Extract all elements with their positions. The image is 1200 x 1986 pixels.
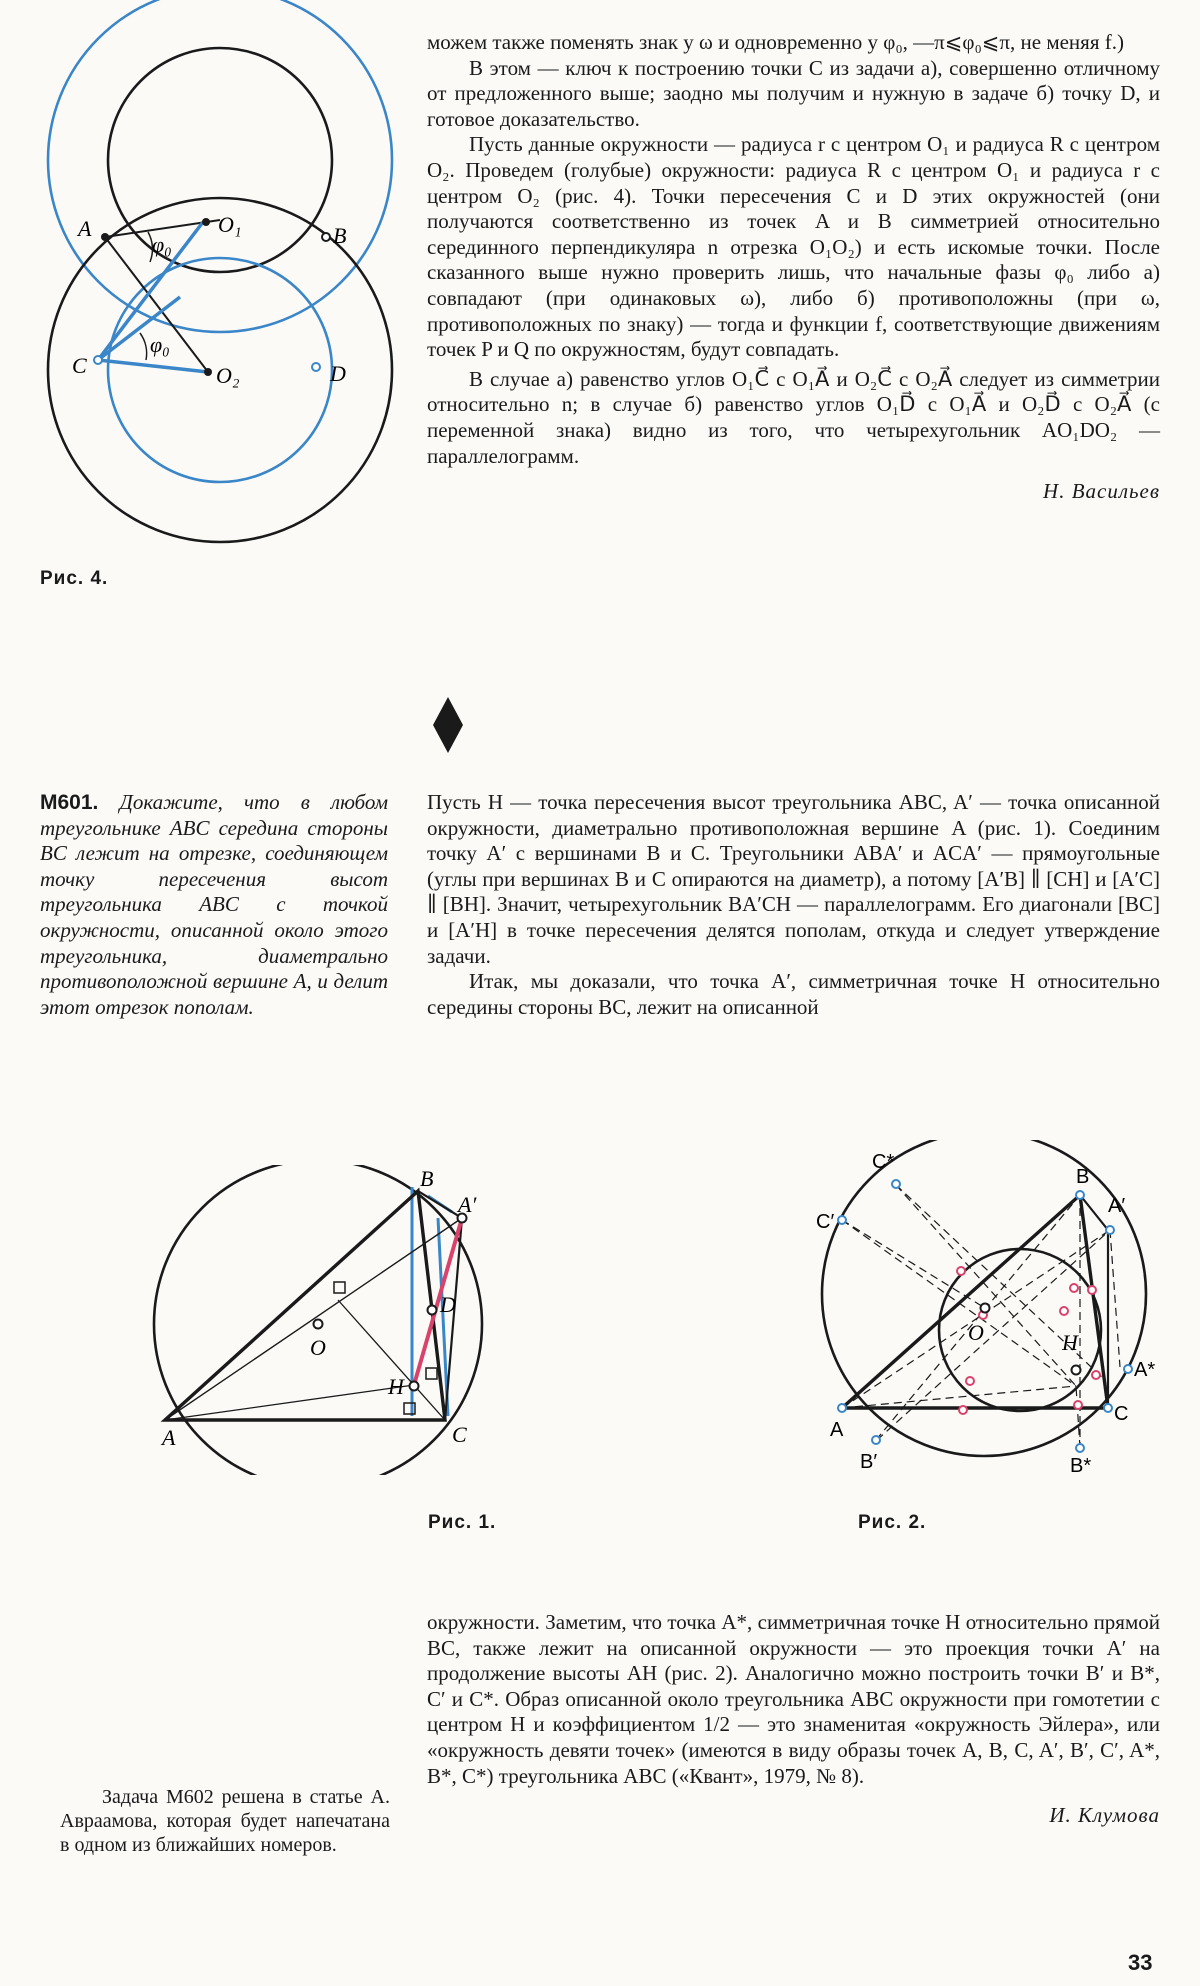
problem-statement <box>40 790 388 1020</box>
label-C: C <box>452 1422 467 1447</box>
label-A2: A* <box>1134 1359 1156 1381</box>
triangle-ABC <box>842 1195 1108 1408</box>
point-H <box>1072 1366 1081 1375</box>
side-note: Задача М602 решена в статье А. Авраамова, которая будет напечатана в одном из ближайших номеров. <box>60 1786 390 1856</box>
point-A <box>101 233 109 241</box>
right-angle-mark-2 <box>426 1368 437 1379</box>
bottom-text-column <box>427 1610 1160 1828</box>
top-signature: Н. Васильев <box>1043 479 1160 504</box>
label-B2: B* <box>1070 1455 1092 1477</box>
label-A1: A′ <box>458 1192 477 1217</box>
label-C: C <box>1114 1403 1129 1425</box>
label-D: D <box>440 1292 456 1317</box>
label-A1: A′ <box>1108 1195 1126 1217</box>
seg-A-H <box>165 1385 414 1420</box>
figure-4 <box>25 0 425 560</box>
label-O2: O₂ <box>216 363 240 388</box>
problem-id: М601. <box>40 791 99 814</box>
point-C <box>94 356 102 364</box>
label-O: O <box>310 1335 326 1360</box>
seg-C-H <box>338 1300 445 1420</box>
label-B: B <box>333 223 347 248</box>
label-O1: O₁ <box>218 212 242 237</box>
solution-para-1: Пусть H — точка пересечения высот треугольника ABC, A′ — точка описанной окружности, диаметрально противоположная вершине A (рис. 1). Соединим точку A′ с вершинами B и C. Треугольники ABA′ и ACA′ — прямоугольные (углы при вершинах B и C опираются на диаметр), а потому [A′B] ∥ [CH] и [A′C] ∥ [BH]. Значит, четырехугольник BA′CH — параллелограмм. Его диагонали [BC] и [A′H] в точке пересечения делятся пополам, откуда и следует утверждение задачи. <box>427 790 1160 968</box>
top-para-2: В этом — ключ к построению точки C из задачи а), совершенно отличному от предложенного выше; заодно мы получим и нужную в задаче б) точку D, и готовое доказательство. <box>427 55 1160 131</box>
point-B <box>322 233 330 241</box>
point-O <box>314 1320 323 1329</box>
label-C1: C′ <box>816 1211 835 1233</box>
top-para-3: Пусть данные окружности — радиуса r с центром O₁ и радиуса R с центром O₂. Проведем (голубые) окружности: радиуса R с центром O₁ и радиуса r с центром O₂ (рис. 4). Точки пересечения C и D этих окружностей (они получаются соответственно из точек A и B симметрией относительно серединного перпендикуляра n отрезка O₁O₂) и есть искомые точки. После сказанного выше нужно проверить лишь, что начальные фазы φ₀ либо а) совпадают (при одинаковых ω), либо б) противоположны (при ω, противоположных по знаку) — тогда и функции f, соответствующие движениям точек P и Q по окружностям, будут совпадать. <box>427 132 1160 362</box>
black-circle-small <box>108 48 332 272</box>
label-B: B <box>420 1166 434 1191</box>
label-A: A <box>830 1419 844 1441</box>
label-C: C <box>72 353 87 378</box>
problem-text: Докажите, что в любом треугольнике ABC середина стороны BC лежит на отрезке, соединяющем точку пересечения высот треугольника ABC с точкой окружности, описанной около этого треугольника, диаметрально противоположной вершине A, и делит этот отрезок пополам. <box>40 790 388 1019</box>
fig2-caption: Рис. 2. <box>858 1512 927 1533</box>
seg-C-O2-blue <box>98 360 208 372</box>
bottom-signature: И. Клумова <box>1049 1803 1160 1828</box>
point-D <box>312 363 320 371</box>
label-phi-top: φ₀ <box>152 232 172 257</box>
label-D: D <box>330 361 346 386</box>
figure-2 <box>800 1140 1180 1480</box>
point-O1 <box>202 218 210 226</box>
page-number: 33 <box>1128 1950 1153 1975</box>
label-C2: C* <box>872 1151 895 1173</box>
label-B1: B′ <box>860 1451 878 1473</box>
top-para-1: можем также поменять знак у ω и одновременно у φ₀, —π⩽φ₀⩽π, не меняя f.) <box>427 30 1124 54</box>
top-text-column <box>427 30 1160 504</box>
label-H: H <box>1062 1330 1078 1355</box>
blue-circle-large <box>48 0 392 332</box>
label-A: A <box>162 1425 176 1450</box>
right-angle-mark-1 <box>334 1282 345 1293</box>
label-H: H <box>388 1374 404 1399</box>
separator-ornament <box>430 695 466 755</box>
point-O <box>981 1304 990 1313</box>
solution-para-2: Итак, мы доказали, что точка A′, симметричная точке H относительно середины стороны BC, лежит на описанной <box>427 969 1160 1019</box>
fig1-caption: Рис. 1. <box>428 1512 497 1533</box>
point-H <box>410 1382 419 1391</box>
solution-para-3: окружности. Заметим, что точка A*, симметричная точке H относительно прямой BC, также лежит на описанной окружности — это проекция точки A′ на продолжение высоты AH (рис. 2). Аналогично можно построить точки B′ и B*, C′ и C*. Образ описанной около треугольника ABC окружности при гомотетии с центром H и коэффициентом 1/2 — это знаменитая «окружность Эйлера», или «окружность девяти точек» (имеются в виду образы точек A, B, C, A′, B′, C′, A*, B*, C*) треугольника ABC («Квант», 1979, № 8). <box>427 1610 1160 1788</box>
phi-arc-bottom <box>140 333 147 360</box>
solution-column <box>427 790 1160 1020</box>
fig4-caption: Рис. 4. <box>40 568 109 589</box>
point-O2 <box>204 368 212 376</box>
label-B: B <box>1076 1166 1090 1188</box>
point-D <box>428 1306 437 1315</box>
label-A: A <box>78 216 92 241</box>
figure-1 <box>150 1165 500 1475</box>
label-phi-bottom: φ₀ <box>150 332 170 357</box>
top-para-4: В случае а) равенство углов O₁C⃗ с O₁A⃗ и O₂C⃗ с O₂A⃗ следует из симметрии относительно n; в случае б) равенство углов O₁D⃗ с O₁A⃗ и O₂D⃗ с O₂A⃗ (с переменной знака) видно из того, что четырехугольник AO₁DO₂ — параллелограмм. <box>427 366 1160 468</box>
label-O: O <box>968 1320 984 1345</box>
